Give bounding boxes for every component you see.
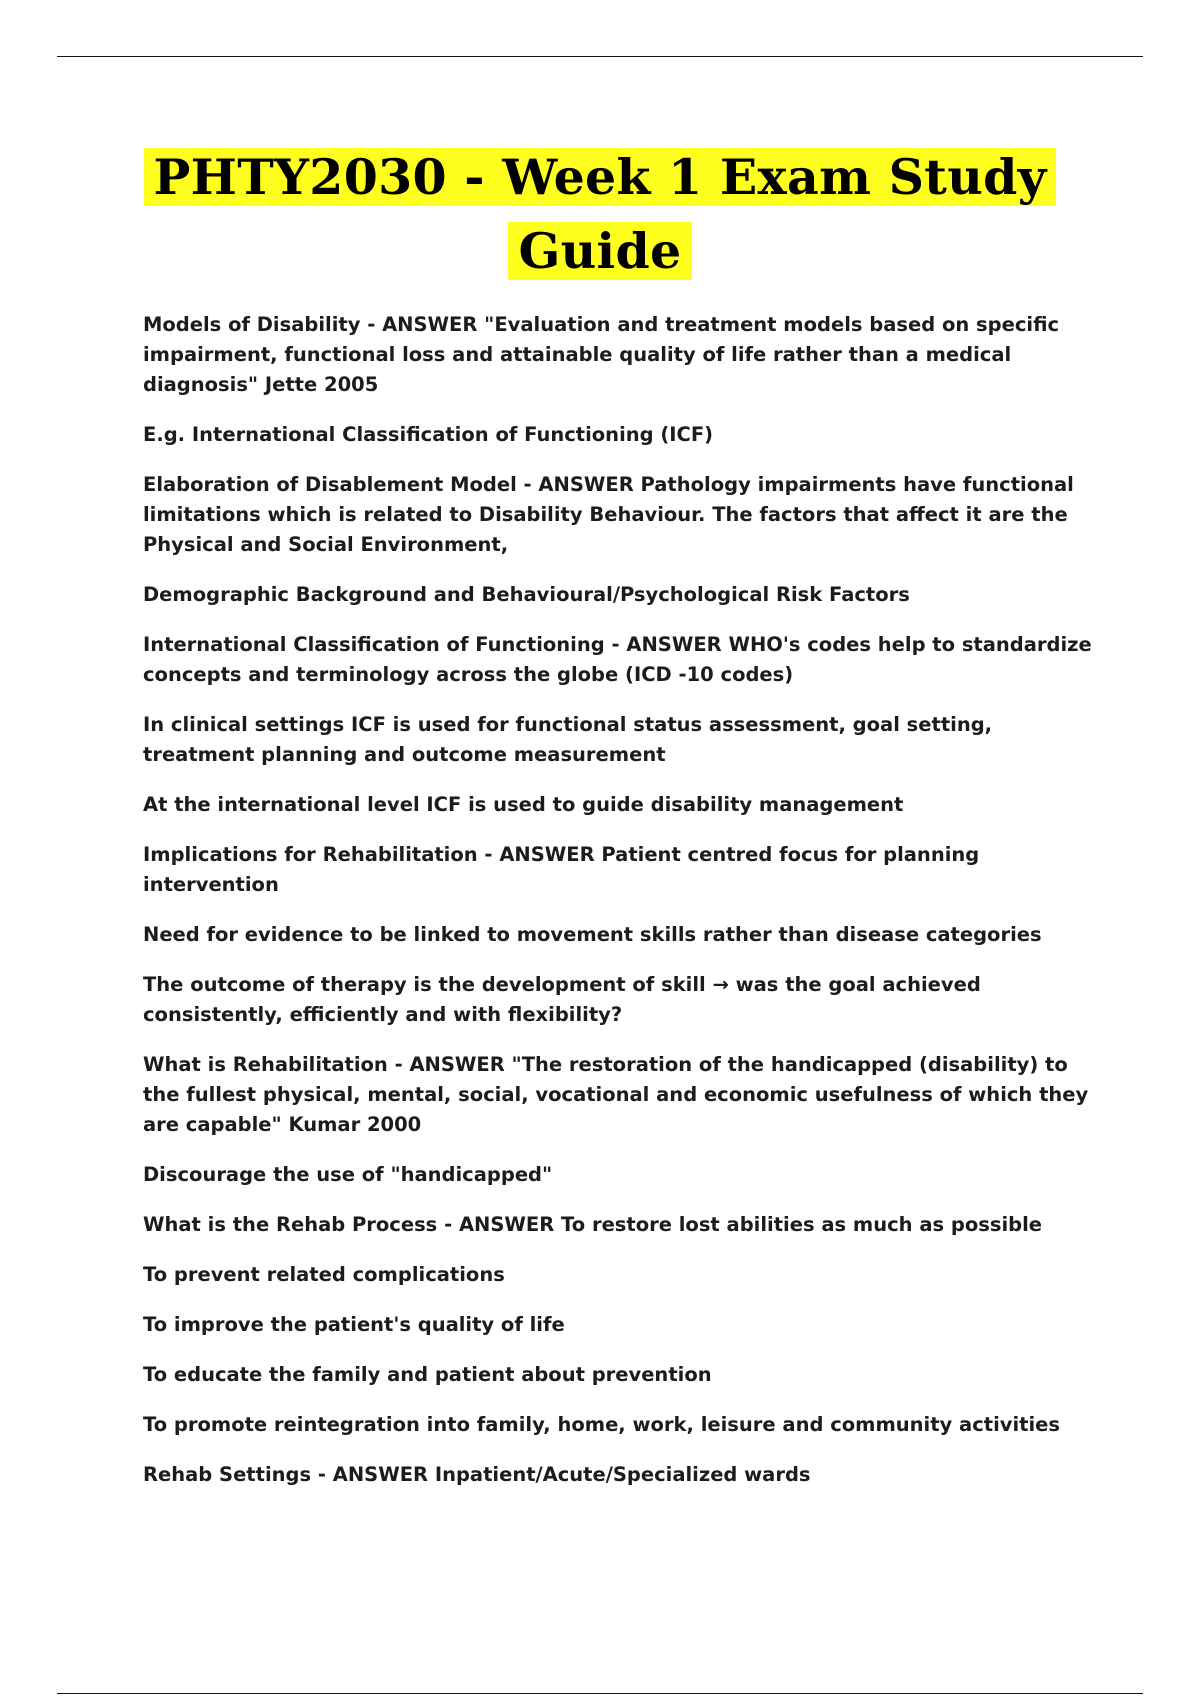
paragraph-icf-definition: International Classification of Functioning - ANSWER WHO's codes help to standardize concepts and terminology across the globe (ICD -10 codes): [143, 633, 1092, 686]
paragraph-educate-family: To educate the family and patient about prevention: [143, 1363, 712, 1386]
paragraph-icf-clinical: In clinical settings ICF is used for functional status assessment, goal setting, treatment planning and outcome measurement: [143, 713, 993, 766]
paragraph-icf-example: E.g. International Classification of Functioning (ICF): [143, 423, 714, 446]
document-body: [143, 310, 1103, 1510]
paragraph-icf-international: At the international level ICF is used to guide disability management: [143, 793, 904, 816]
paragraph-disablement-model: Elaboration of Disablement Model - ANSWER Pathology impairments have functional limitations which is related to Disability Behaviour. The factors that affect it are the Physical and Social Environment,: [143, 473, 1074, 556]
title-block: [100, 140, 1100, 288]
paragraph-what-is-rehab: What is Rehabilitation - ANSWER "The restoration of the handicapped (disability) to the fullest physical, mental, social, vocational and economic usefulness of which they are capable" Kumar 2000: [143, 1053, 1089, 1136]
paragraph-quality-of-life: To improve the patient's quality of life: [143, 1313, 565, 1336]
paragraph-models-of-disability: Models of Disability - ANSWER "Evaluation and treatment models based on specific impairment, functional loss and attainable quality of life rather than a medical diagnosis" Jette 2005: [143, 313, 1060, 396]
header-rule: [57, 56, 1143, 57]
paragraph-reintegration: To promote reintegration into family, home, work, leisure and community activities: [143, 1413, 1061, 1436]
paragraph-rehab-implications: Implications for Rehabilitation - ANSWER Patient centred focus for planning intervention: [143, 843, 980, 896]
paragraph-evidence: Need for evidence to be linked to movement skills rather than disease categories: [143, 923, 1042, 946]
paragraph-risk-factors: Demographic Background and Behavioural/Psychological Risk Factors: [143, 583, 910, 606]
paragraph-handicapped: Discourage the use of "handicapped": [143, 1163, 553, 1186]
document-title: PHTY2030 - Week 1 Exam Study Guide: [144, 148, 1057, 280]
footer-rule: [57, 1693, 1143, 1694]
paragraph-rehab-process: What is the Rehab Process - ANSWER To restore lost abilities as much as possible: [143, 1213, 1042, 1236]
paragraph-therapy-outcome: The outcome of therapy is the development of skill → was the goal achieved consistently, efficiently and with flexibility?: [143, 973, 981, 1026]
paragraph-prevent-complications: To prevent related complications: [143, 1263, 505, 1286]
paragraph-rehab-settings: Rehab Settings - ANSWER Inpatient/Acute/Specialized wards: [143, 1463, 811, 1486]
